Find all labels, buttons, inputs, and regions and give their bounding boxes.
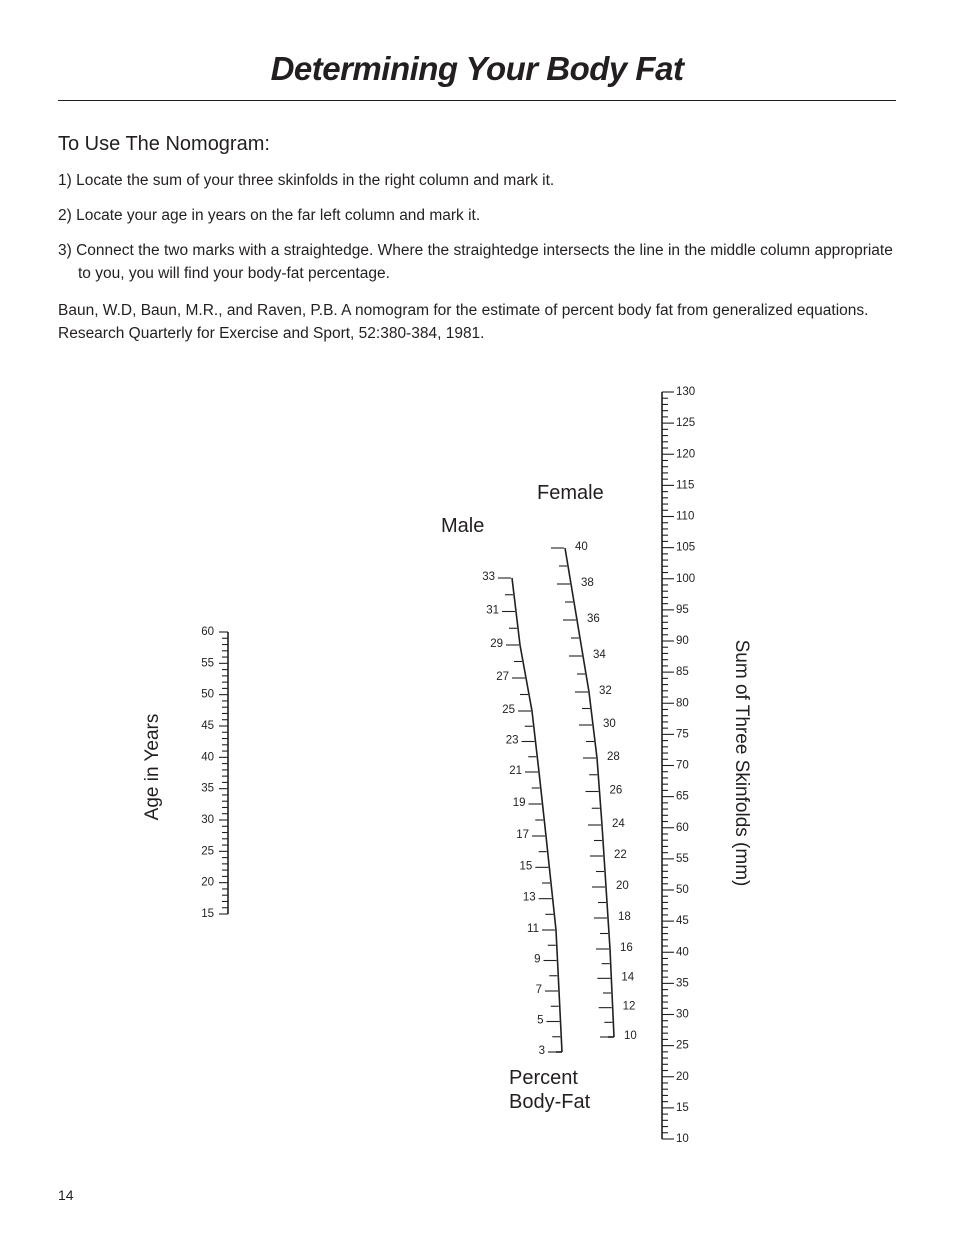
- male-tick-label: 19: [512, 797, 526, 810]
- female-tick-label: 18: [618, 911, 631, 924]
- male-tick-label: 11: [527, 923, 539, 936]
- male-scale-line: [512, 578, 562, 1052]
- skinfold-tick-label: 100: [676, 572, 696, 585]
- female-tick-label: 36: [587, 613, 600, 626]
- instruction-step-1: 1) Locate the sum of your three skinfolds in the right column and mark it.: [58, 172, 555, 189]
- male-tick-label: 21: [509, 765, 522, 778]
- age-axis-label: Age in Years: [142, 713, 163, 821]
- female-tick-label: 22: [614, 849, 627, 862]
- skinfold-tick-label: 85: [676, 666, 689, 679]
- instruction-step-3: 3) Connect the two marks with a straightedge. Where the straightedge intersects the line in the middle column appropriate to you, you will find your body-fat percentage.: [58, 242, 893, 282]
- skinfold-scale: [662, 386, 695, 1145]
- female-tick-label: 34: [593, 649, 606, 662]
- skinfold-tick-label: 35: [676, 977, 689, 990]
- male-tick-label: 5: [537, 1014, 544, 1027]
- male-tick-label: 17: [516, 829, 529, 842]
- skinfold-tick-label: 25: [676, 1039, 689, 1052]
- skinfold-tick-label: 110: [676, 510, 695, 523]
- age-tick-label: 45: [201, 720, 214, 733]
- page-title: Determining Your Body Fat: [270, 50, 684, 87]
- female-tick-label: 26: [609, 784, 623, 797]
- age-tick-label: 55: [201, 657, 214, 670]
- skinfold-tick-label: 80: [676, 697, 689, 710]
- female-tick-label: 24: [612, 818, 625, 831]
- male-label: Male: [441, 515, 485, 537]
- female-tick-label: 40: [575, 541, 588, 554]
- female-tick-label: 20: [616, 880, 629, 893]
- age-scale: [201, 626, 228, 920]
- bodyfat-label-line2: Body-Fat: [509, 1091, 591, 1113]
- age-tick-label: 50: [201, 688, 214, 701]
- age-tick-label: 15: [201, 908, 214, 921]
- female-tick-label: 30: [603, 718, 616, 731]
- skinfold-tick-label: 65: [676, 790, 689, 803]
- male-tick-label: 33: [482, 571, 495, 584]
- male-tick-label: 3: [538, 1045, 545, 1058]
- skinfold-tick-label: 125: [676, 417, 696, 430]
- age-tick-label: 25: [201, 845, 214, 858]
- male-tick-label: 25: [502, 704, 515, 717]
- female-bodyfat-scale: [551, 541, 637, 1042]
- skinfold-axis-label: Sum of Three Skinfolds (mm): [731, 639, 752, 887]
- age-tick-label: 30: [201, 814, 214, 827]
- skinfold-tick-label: 20: [676, 1070, 689, 1083]
- female-tick-label: 32: [599, 685, 612, 698]
- skinfold-tick-label: 45: [676, 915, 689, 928]
- instructions-heading: To Use The Nomogram:: [58, 133, 270, 155]
- male-tick-label: 9: [534, 953, 541, 966]
- skinfold-tick-label: 115: [676, 479, 695, 492]
- female-tick-label: 28: [607, 751, 620, 764]
- skinfold-tick-label: 75: [676, 728, 689, 741]
- skinfold-tick-label: 90: [676, 635, 689, 648]
- age-tick-label: 20: [201, 876, 214, 889]
- female-tick-label: 12: [622, 1000, 636, 1013]
- instruction-step-2: 2) Locate your age in years on the far left column and mark it.: [58, 207, 481, 224]
- citation: Baun, W.D, Baun, M.R., and Raven, P.B. A nomogram for the estimate of percent body fat from generalized equations. Research Quarterly for Exercise and Sport, 52:380-384, 1981.: [58, 302, 869, 342]
- skinfold-tick-label: 30: [676, 1008, 689, 1021]
- age-tick-label: 35: [201, 782, 214, 795]
- male-bodyfat-scale: [482, 571, 562, 1057]
- male-tick-label: 13: [522, 891, 536, 904]
- skinfold-tick-label: 55: [676, 852, 689, 865]
- male-tick-label: 29: [490, 638, 503, 651]
- male-tick-label: 7: [535, 984, 542, 997]
- female-tick-label: 14: [621, 971, 635, 984]
- age-tick-label: 40: [201, 751, 214, 764]
- male-tick-label: 23: [505, 734, 519, 747]
- female-label: Female: [537, 482, 604, 504]
- skinfold-tick-label: 120: [676, 448, 696, 461]
- male-tick-label: 27: [496, 671, 509, 684]
- skinfold-tick-label: 105: [676, 541, 696, 554]
- female-tick-label: 16: [620, 942, 633, 955]
- skinfold-tick-label: 15: [676, 1101, 689, 1114]
- bodyfat-label-line1: Percent: [509, 1067, 578, 1089]
- male-tick-label: 15: [519, 860, 533, 873]
- male-tick-label: 31: [486, 604, 499, 617]
- skinfold-tick-label: 60: [676, 821, 689, 834]
- skinfold-tick-label: 70: [676, 759, 689, 772]
- female-tick-label: 10: [624, 1030, 637, 1043]
- skinfold-tick-label: 130: [676, 386, 696, 399]
- skinfold-tick-label: 95: [676, 603, 689, 616]
- skinfold-tick-label: 40: [676, 946, 689, 959]
- skinfold-tick-label: 10: [676, 1133, 689, 1146]
- page-number: 14: [58, 1187, 74, 1203]
- age-tick-label: 60: [201, 626, 214, 639]
- female-tick-label: 38: [581, 577, 594, 590]
- skinfold-tick-label: 50: [676, 884, 689, 897]
